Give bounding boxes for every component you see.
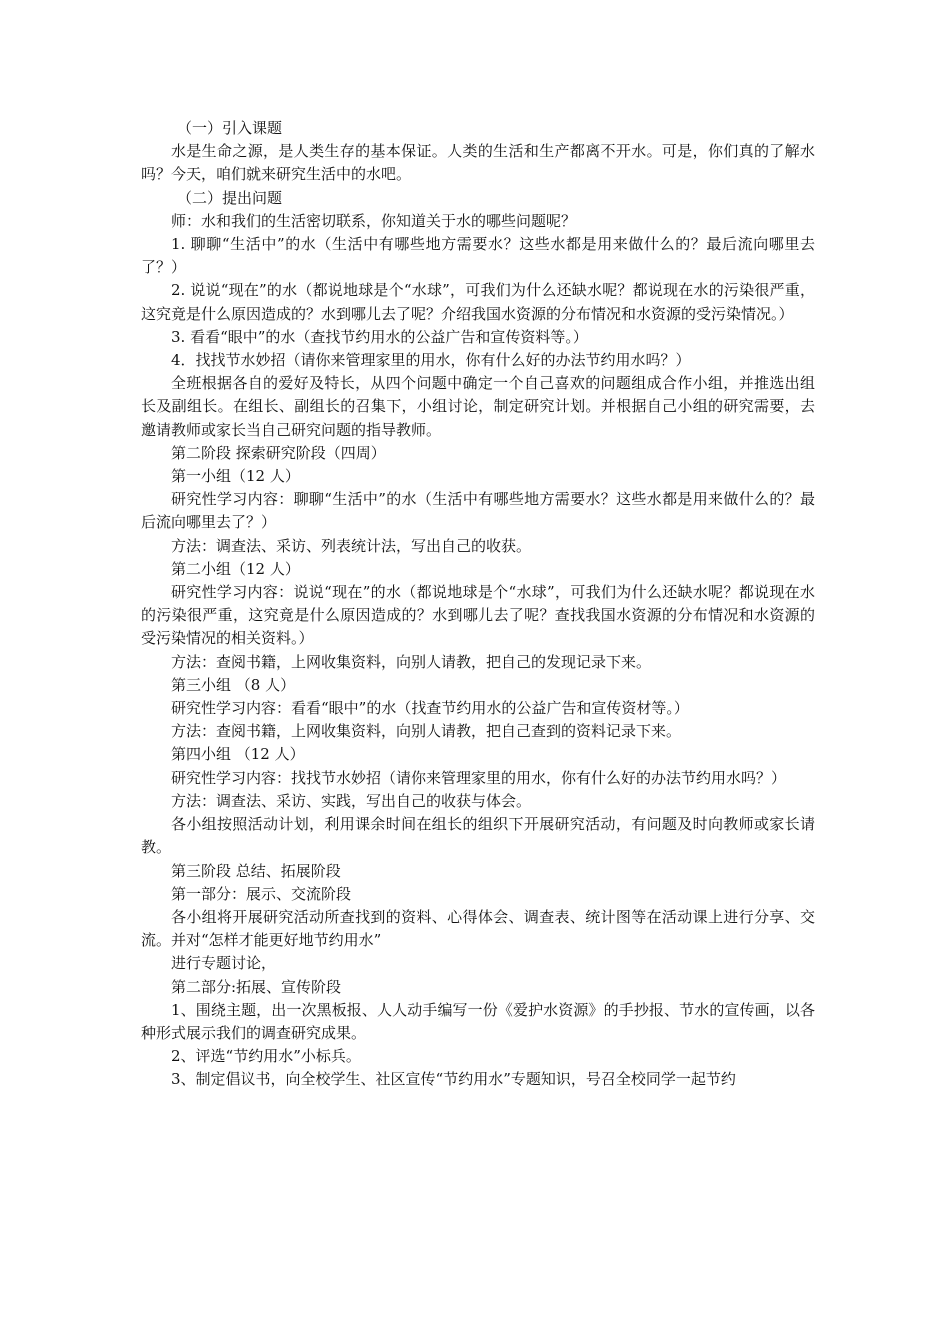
group-heading: 第四小组 （12 人） — [171, 745, 305, 764]
paragraph: 研究性学习内容：找找节水妙招（请你来管理家里的用水，你有什么好的办法节约用水吗？） — [171, 768, 787, 787]
list-item: 2、评选“节约用水”小标兵。 — [171, 1047, 361, 1066]
paragraph: 方法：查阅书籍，上网收集资料，向别人请教，把自己的发现记录下来。 — [171, 652, 652, 671]
paragraph: 方法：查阅书籍，上网收集资料，向别人请教，把自己查到的资料记录下来。 — [171, 722, 682, 741]
paragraph: 研究性学习内容：看看“眼中”的水（找查节约用水的公益广告和宣传资材等。） — [171, 699, 689, 718]
paragraph: 水是生命之源，是人类生存的基本保证。人类的生活和生产都离不开水。可是，你们真的了解水吗？今天，咱们就来研究生活中的水吧。 — [141, 142, 815, 184]
group-heading: 第三小组 （8 人） — [171, 675, 296, 694]
document-body — [141, 117, 815, 1092]
list-item: 3. 看看“眼中”的水（查找节约用水的公益广告和宣传资料等。） — [171, 327, 588, 346]
part-heading: 第二部分:拓展、宣传阶段 — [171, 977, 342, 996]
list-item: 2. 说说“现在”的水（都说地球是个“水球”，可我们为什么还缺水呢？都说现在水的污染很严重，这究竟是什么原因造成的？水到哪儿去了呢？介绍我国水资源的分布情况和水资源的受污染情况。） — [141, 281, 815, 323]
paragraph: 方法：调查法、采访、实践，写出自己的收获与体会。 — [171, 791, 532, 810]
list-item: 1、围绕主题，出一次黑板报、人人动手编写一份《爱护水资源》的手抄报、节水的宣传画，以各种形式展示我们的调查研究成果。 — [141, 1000, 815, 1042]
section-heading-raise-questions: （二）提出问题 — [177, 188, 283, 207]
part-heading: 第一部分：展示、交流阶段 — [171, 884, 352, 903]
paragraph: 方法：调查法、采访、列表统计法，写出自己的收获。 — [171, 536, 532, 555]
paragraph: 各小组将开展研究活动所查找到的资料、心得体会、调查表、统计图等在活动课上进行分享、交流。并对“怎样才能更好地节约用水” — [141, 907, 815, 950]
section-heading-introduce-topic: （一）引入课题 — [177, 119, 283, 137]
list-item: 1. 聊聊“生活中”的水（生活中有哪些地方需要水？这些水都是用来做什么的？最后流向哪里去了？） — [141, 235, 815, 277]
paragraph: 研究性学习内容：聊聊“生活中”的水（生活中有哪些地方需要水？这些水都是用来做什么的？最后流向哪里去了？） — [141, 490, 815, 532]
group-heading: 第一小组（12 人） — [171, 467, 300, 486]
paragraph: 研究性学习内容：说说“现在”的水（都说地球是个“水球”，可我们为什么还缺水呢？都说现在水的污染很严重，这究竟是什么原因造成的？水到哪儿去了呢？查找我国水资源的分布情况和水资源的受污染情况的相关资料。） — [141, 583, 815, 648]
stage-heading: 第三阶段 总结、拓展阶段 — [171, 861, 341, 880]
paragraph: 师：水和我们的生活密切联系，你知道关于水的哪些问题呢？ — [171, 211, 577, 230]
paragraph: 全班根据各自的爱好及特长，从四个问题中确定一个自己喜欢的问题组成合作小组，并推选出组长及副组长。在组长、副组长的召集下，小组讨论，制定研究计划。并根据自己小组的研究需要，去邀请教师或家长当自己研究问题的指导教师。 — [141, 374, 815, 439]
paragraph: 各小组按照活动计划，利用课余时间在组长的组织下开展研究活动，有问题及时向教师或家长请教。 — [141, 815, 815, 857]
stage-heading: 第二阶段 探索研究阶段（四周） — [171, 443, 386, 462]
list-item: 3、制定倡议书，向全校学生、社区宣传“节约用水”专题知识，号召全校同学一起节约 — [171, 1070, 736, 1089]
list-item: 4．找找节水妙招（请你来管理家里的用水，你有什么好的办法节约用水吗？） — [171, 351, 691, 370]
group-heading: 第二小组（12 人） — [171, 559, 300, 578]
paragraph: 进行专题讨论， — [171, 954, 277, 973]
